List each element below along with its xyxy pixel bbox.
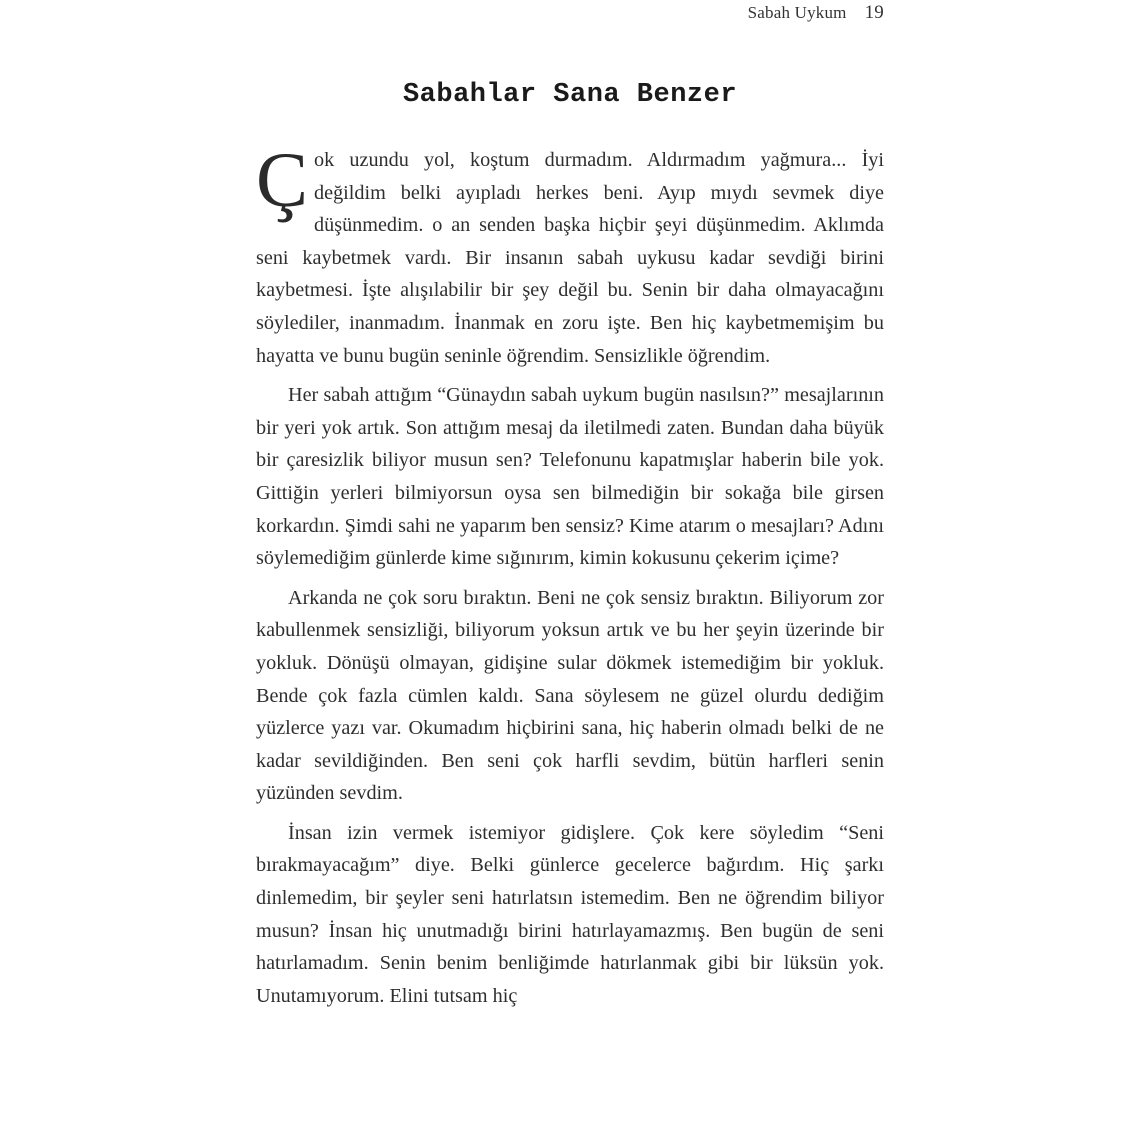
running-header-title: Sabah Uykum	[747, 3, 847, 22]
chapter-body	[256, 136, 884, 1019]
running-header	[748, 2, 884, 24]
chapter-title: Sabahlar Sana Benzer	[402, 80, 738, 110]
paragraph-3: Arkanda ne çok soru bıraktın. Beni ne çok sensiz bıraktın. Biliyorum zor kabullenmek sensizliği, biliyorum yoksun artık ve bu her şeyin üzerinde bir yokluk. Dönüşü olmayan, gidişine sular dökmek istemediğim bir yokluk. Bende çok fazla cümlen kaldı. Sana söylesem ne güzel olurdu dediğim yüzlerce yazı var. Okumadım hiçbirini sana, hiç haberin olmadı belki de ne kadar sevildiğinden. Ben seni çok harfli sevdim, bütün harfleri senin yüzünden sevdim.	[256, 586, 884, 805]
page-number: 19	[864, 2, 884, 23]
paragraph-1	[256, 136, 884, 372]
drop-cap: Ç	[256, 136, 309, 223]
paragraph-2: Her sabah attığım “Günaydın sabah uykum bugün nasılsın?” mesajlarının bir yeri yok artık. Son attığım mesaj da iletilmedi zaten. Bundan daha büyük bir çaresizlik biliyor musun sen? Telefonunu kapatmışlar haberin bile yok. Gittiğin yerleri bilmiyorsun oysa sen bilmediğin bir sokağa bile girsen korkardın. Şimdi sahi ne yaparım ben sensiz? Kime atarım o mesajları? Adını söylemediğim günlerde kime sığınırım, kimin kokusunu çekerim içime?	[256, 384, 884, 570]
paragraph-4: İnsan izin vermek istemiyor gidişlere. Çok kere söyledim “Seni bırakmayacağım” diye. Belki günlerce gecelerce bağırdım. Hiç şarkı dinlemedim, bir şeyler seni hatırlatsın istemedim. Ben ne öğrendim biliyor musun? İnsan hiç unutmadığı birini hatırlayamazmış. Ben bugün de seni hatırlamadım. Senin benim benliğimde hatırlanmak gibi bir lüksün yok. Unutamıyorum. Elini tutsam hiç	[256, 821, 884, 1007]
paragraph-1-text: ok uzundu yol, koştum durmadım. Aldırmadım yağmura... İyi değildim belki ayıpladı herkes beni. Ayıp mıydı sevmek diye düşünmedim. o an senden başka hiçbir şeyi düşünmedim. Aklımda seni kaybetmek vardı. Bir insanın sabah uykusu kadar sevdiği birini kaybetmesi. İşte alışılabilir bir şey değil bu. Senin bir daha olmayacağını söylediler, inanmadım. İnanmak en zoru işte. Ben hiç kaybetmemişim bu hayatta ve bunu bugün seninle öğrendim. Sensizlikle öğrendim.	[256, 149, 884, 367]
